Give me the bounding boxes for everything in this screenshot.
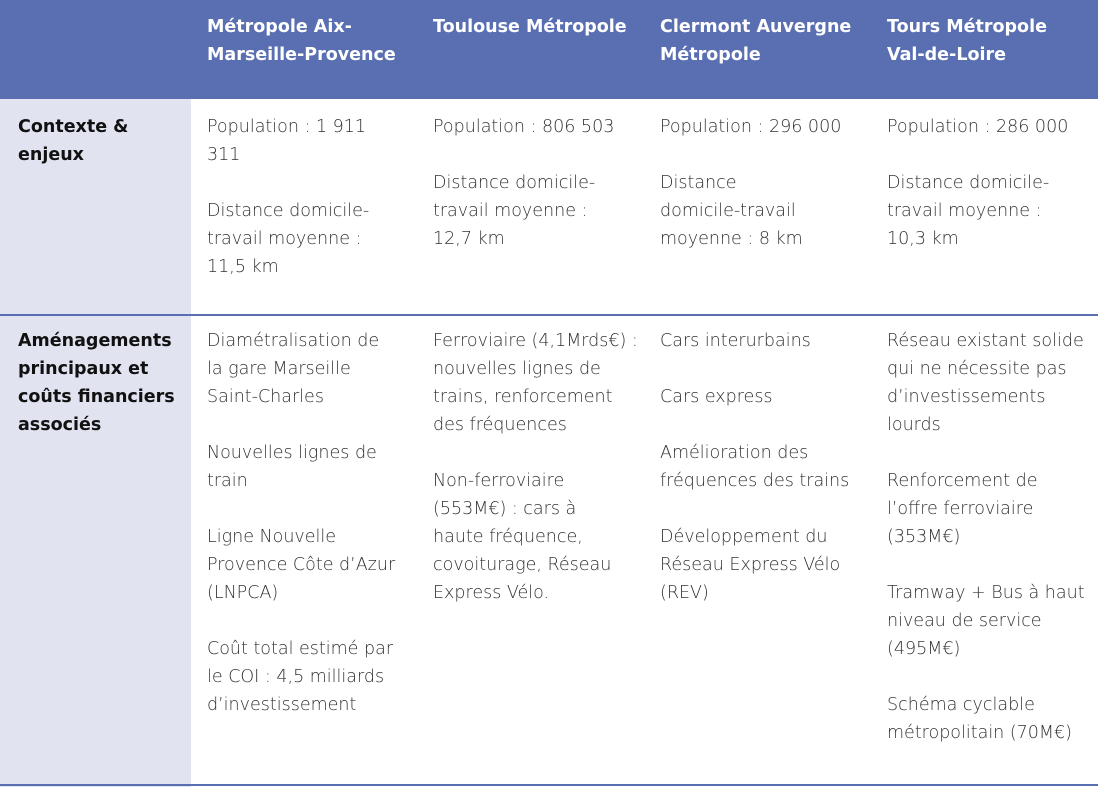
table-cell (660, 113, 850, 253)
row-header-contexte: Contexte & enjeux (18, 117, 129, 165)
cell-text: Schéma cyclable métropolitain (70M€) (887, 695, 1072, 743)
column-header-clermont: Clermont Auvergne Métropole (660, 17, 852, 65)
cell-text: Population : 806 503 (433, 117, 615, 137)
cell-text: Cars express (660, 387, 773, 407)
cell-text: Ligne Nouvelle Provence Côte d’Azur (LNPCA) (207, 527, 396, 603)
cell-text: Réseau existant solide qui ne nécessite pas d’investissements lourds (887, 331, 1084, 435)
table-bottom-border (0, 784, 1098, 786)
row-header-amenagements: Aménagements principaux et coûts financiers associés (18, 331, 175, 435)
table-cell (433, 327, 638, 607)
table-cell (433, 113, 623, 253)
cell-text: Coût total estimé par le COI : 4,5 milliards d’investissement (207, 639, 394, 715)
table-cell (887, 327, 1092, 747)
cell-text: Renforcement de l’offre ferroviaire (353M€) (887, 471, 1038, 547)
cell-text: Tramway + Bus à haut niveau de service (495M€) (887, 583, 1085, 659)
column-header-toulouse: Toulouse Métropole (433, 17, 627, 37)
cell-text: Population : 286 000 (887, 117, 1069, 137)
cell-text: Population : 296 000 (660, 117, 842, 137)
table-cell (207, 113, 387, 281)
column-header-aix-marseille: Métropole Aix-Marseille-Provence (207, 17, 396, 65)
table-cell (660, 327, 860, 607)
cell-text: Amélioration des fréquences des trains (660, 443, 850, 491)
row-header-column (0, 99, 191, 787)
cell-text: Population : 1 911 311 (207, 117, 367, 165)
column-header-tours: Tours Métropole Val-de-Loire (887, 17, 1047, 65)
cell-text: Non-ferroviaire (553M€) : cars à haute fréquence, covoiturage, Réseau Express Vélo. (433, 471, 612, 603)
cell-text: Développement du Réseau Express Vélo (REV) (660, 527, 841, 603)
cell-text: Distance domicile-travail moyenne : 11,5 km (207, 201, 370, 277)
row-divider (0, 314, 1098, 316)
cell-text: Cars interurbains (660, 331, 811, 351)
cell-text: Diamétralisation de la gare Marseille Saint-Charles (207, 331, 380, 407)
cell-text: Distance domicile-travail moyenne : 10,3 km (887, 173, 1050, 249)
cell-text: Nouvelles lignes de train (207, 443, 377, 491)
cell-text: Ferroviaire (4,1Mrds€) : nouvelles lignes de trains, renforcement des fréquences (433, 331, 638, 435)
cell-text: Distance domicile-travail moyenne : 12,7 km (433, 173, 596, 249)
cell-text: Distance domicile-travail moyenne : 8 km (660, 173, 803, 249)
table-cell (887, 113, 1087, 253)
table-cell (207, 327, 402, 719)
